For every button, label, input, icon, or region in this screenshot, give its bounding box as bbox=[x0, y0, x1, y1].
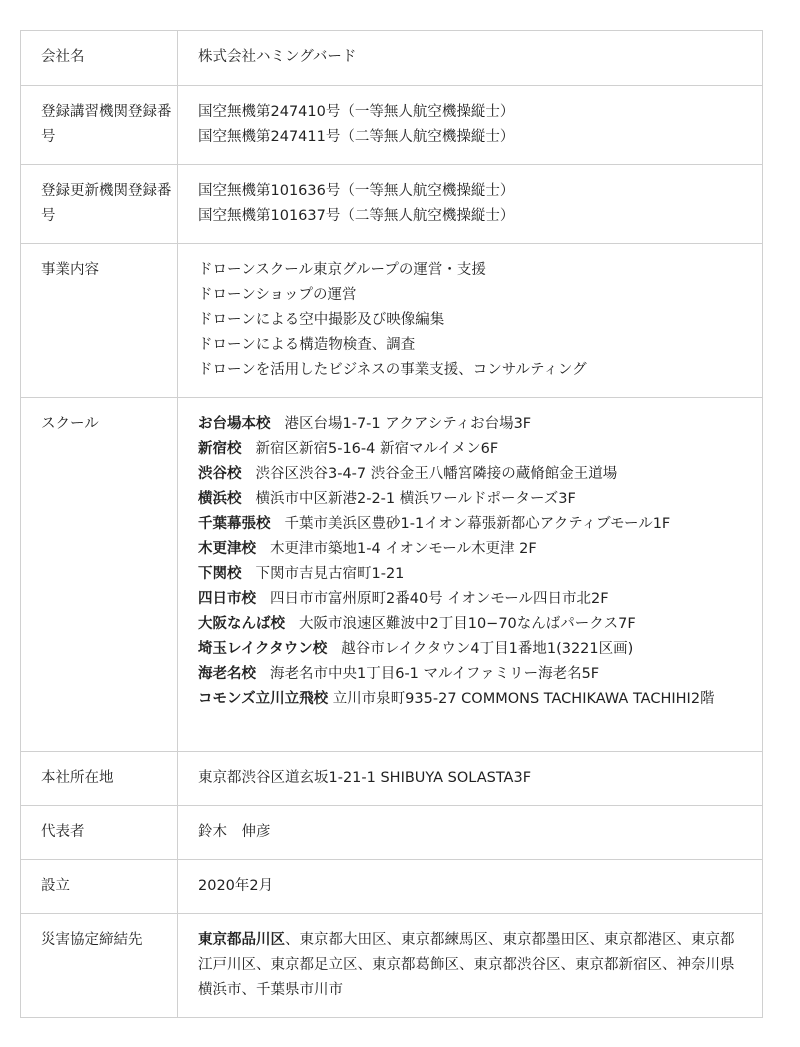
school-item bbox=[198, 437, 742, 462]
row-business bbox=[21, 244, 762, 398]
school-item bbox=[198, 512, 742, 537]
row-company bbox=[21, 31, 762, 86]
school-item bbox=[198, 412, 742, 437]
school-item bbox=[198, 562, 742, 587]
school-item bbox=[198, 487, 742, 512]
renewal-line: 国空無機第101637号（二等無人航空機操縦士） bbox=[198, 208, 515, 224]
row-label: 会社名 bbox=[21, 31, 178, 85]
school-name: 新宿校 bbox=[198, 441, 242, 457]
school-address: 港区台場1-7-1 アクアシティお台場3F bbox=[284, 416, 532, 432]
school-item bbox=[198, 537, 742, 562]
school-name: 木更津校 bbox=[198, 541, 256, 557]
school-address: 海老名市中央1丁目6-1 マルイファミリー海老名5F bbox=[270, 666, 600, 682]
founded-date: 2020年2月 bbox=[198, 878, 274, 894]
row-headquarters bbox=[21, 752, 762, 806]
school-address: 千葉市美浜区豊砂1-1イオン幕張新都心アクティブモール1F bbox=[284, 516, 671, 532]
row-representative bbox=[21, 806, 762, 860]
school-address: 立川市泉町935-27 COMMONS TACHIKAWA TACHIHI2階 bbox=[332, 691, 715, 707]
business-line: ドローンショップの運営 bbox=[198, 287, 357, 303]
school-name: 四日市校 bbox=[198, 591, 256, 607]
row-registration-number bbox=[21, 86, 762, 165]
school-address: 下関市吉見古宿町1-21 bbox=[255, 566, 405, 582]
business-line: ドローンスクール東京グループの運営・支援 bbox=[198, 262, 486, 278]
business-line: ドローンを活用したビジネスの事業支援、コンサルティング bbox=[198, 362, 587, 378]
company-name: 株式会社ハミングバード bbox=[198, 49, 357, 65]
school-address: 新宿区新宿5-16-4 新宿マルイメン6F bbox=[255, 441, 499, 457]
school-name: 渋谷校 bbox=[198, 466, 242, 482]
row-label: 登録更新機関登録番号 bbox=[21, 165, 178, 243]
school-address: 木更津市築地1-4 イオンモール木更津 2F bbox=[270, 541, 537, 557]
registration-line: 国空無機第247410号（一等無人航空機操縦士） bbox=[198, 104, 515, 120]
school-name: コモンズ立川立飛校 bbox=[198, 691, 329, 707]
school-address: 越谷市レイクタウン4丁目1番地1(3221区画) bbox=[341, 641, 634, 657]
school-item bbox=[198, 662, 742, 687]
school-name: お台場本校 bbox=[198, 416, 271, 432]
school-item bbox=[198, 612, 742, 637]
renewal-line: 国空無機第101636号（一等無人航空機操縦士） bbox=[198, 183, 515, 199]
business-line: ドローンによる構造物検査、調査 bbox=[198, 337, 416, 353]
school-address: 渋谷区渋谷3-4-7 渋谷金王八幡宮隣接の蔵脩館金王道場 bbox=[255, 466, 618, 482]
row-founded bbox=[21, 860, 762, 914]
row-school bbox=[21, 398, 762, 752]
disaster-agreement-list bbox=[178, 914, 762, 1017]
row-label: スクール bbox=[21, 398, 178, 751]
school-address: 横浜市中区新港2-2-1 横浜ワールドポーターズ3F bbox=[255, 491, 576, 507]
row-disaster-agreements bbox=[21, 914, 762, 1018]
school-address: 四日市市富州原町2番40号 イオンモール四日市北2F bbox=[270, 591, 609, 607]
headquarters-address: 東京都渋谷区道玄坂1-21-1 SHIBUYA SOLASTA3F bbox=[198, 770, 532, 786]
school-item bbox=[198, 637, 742, 662]
school-name: 横浜校 bbox=[198, 491, 242, 507]
row-label: 設立 bbox=[21, 860, 178, 913]
company-info-table bbox=[20, 30, 763, 1018]
row-label: 本社所在地 bbox=[21, 752, 178, 805]
school-name: 大阪なんば校 bbox=[198, 616, 285, 632]
registration-line: 国空無機第247411号（二等無人航空機操縦士） bbox=[198, 129, 515, 145]
school-name: 下関校 bbox=[198, 566, 242, 582]
school-name: 埼玉レイクタウン校 bbox=[198, 641, 328, 657]
business-line: ドローンによる空中撮影及び映像編集 bbox=[198, 312, 445, 328]
school-item bbox=[198, 462, 742, 487]
row-label: 事業内容 bbox=[21, 244, 178, 397]
row-label: 災害協定締結先 bbox=[21, 914, 178, 1017]
representative-name: 鈴木 伸彦 bbox=[198, 824, 271, 840]
disaster-partner-highlight: 東京都品川区 bbox=[198, 932, 285, 948]
school-address: 大阪市浪速区難波中2丁目10−70なんばパークス7F bbox=[299, 616, 636, 632]
school-item bbox=[198, 587, 742, 612]
row-label: 登録講習機関登録番号 bbox=[21, 86, 178, 164]
disaster-partner-list: 、東京都大田区、東京都練馬区、東京都墨田区、東京都港区、東京都江戸川区、東京都足立区、東京都葛飾区、東京都渋谷区、東京都新宿区、神奈川県横浜市、千葉県市川市 bbox=[198, 932, 735, 998]
school-name: 海老名校 bbox=[198, 666, 256, 682]
row-label: 代表者 bbox=[21, 806, 178, 859]
row-renewal-number bbox=[21, 165, 762, 244]
school-name: 千葉幕張校 bbox=[198, 516, 271, 532]
school-item bbox=[198, 687, 742, 712]
